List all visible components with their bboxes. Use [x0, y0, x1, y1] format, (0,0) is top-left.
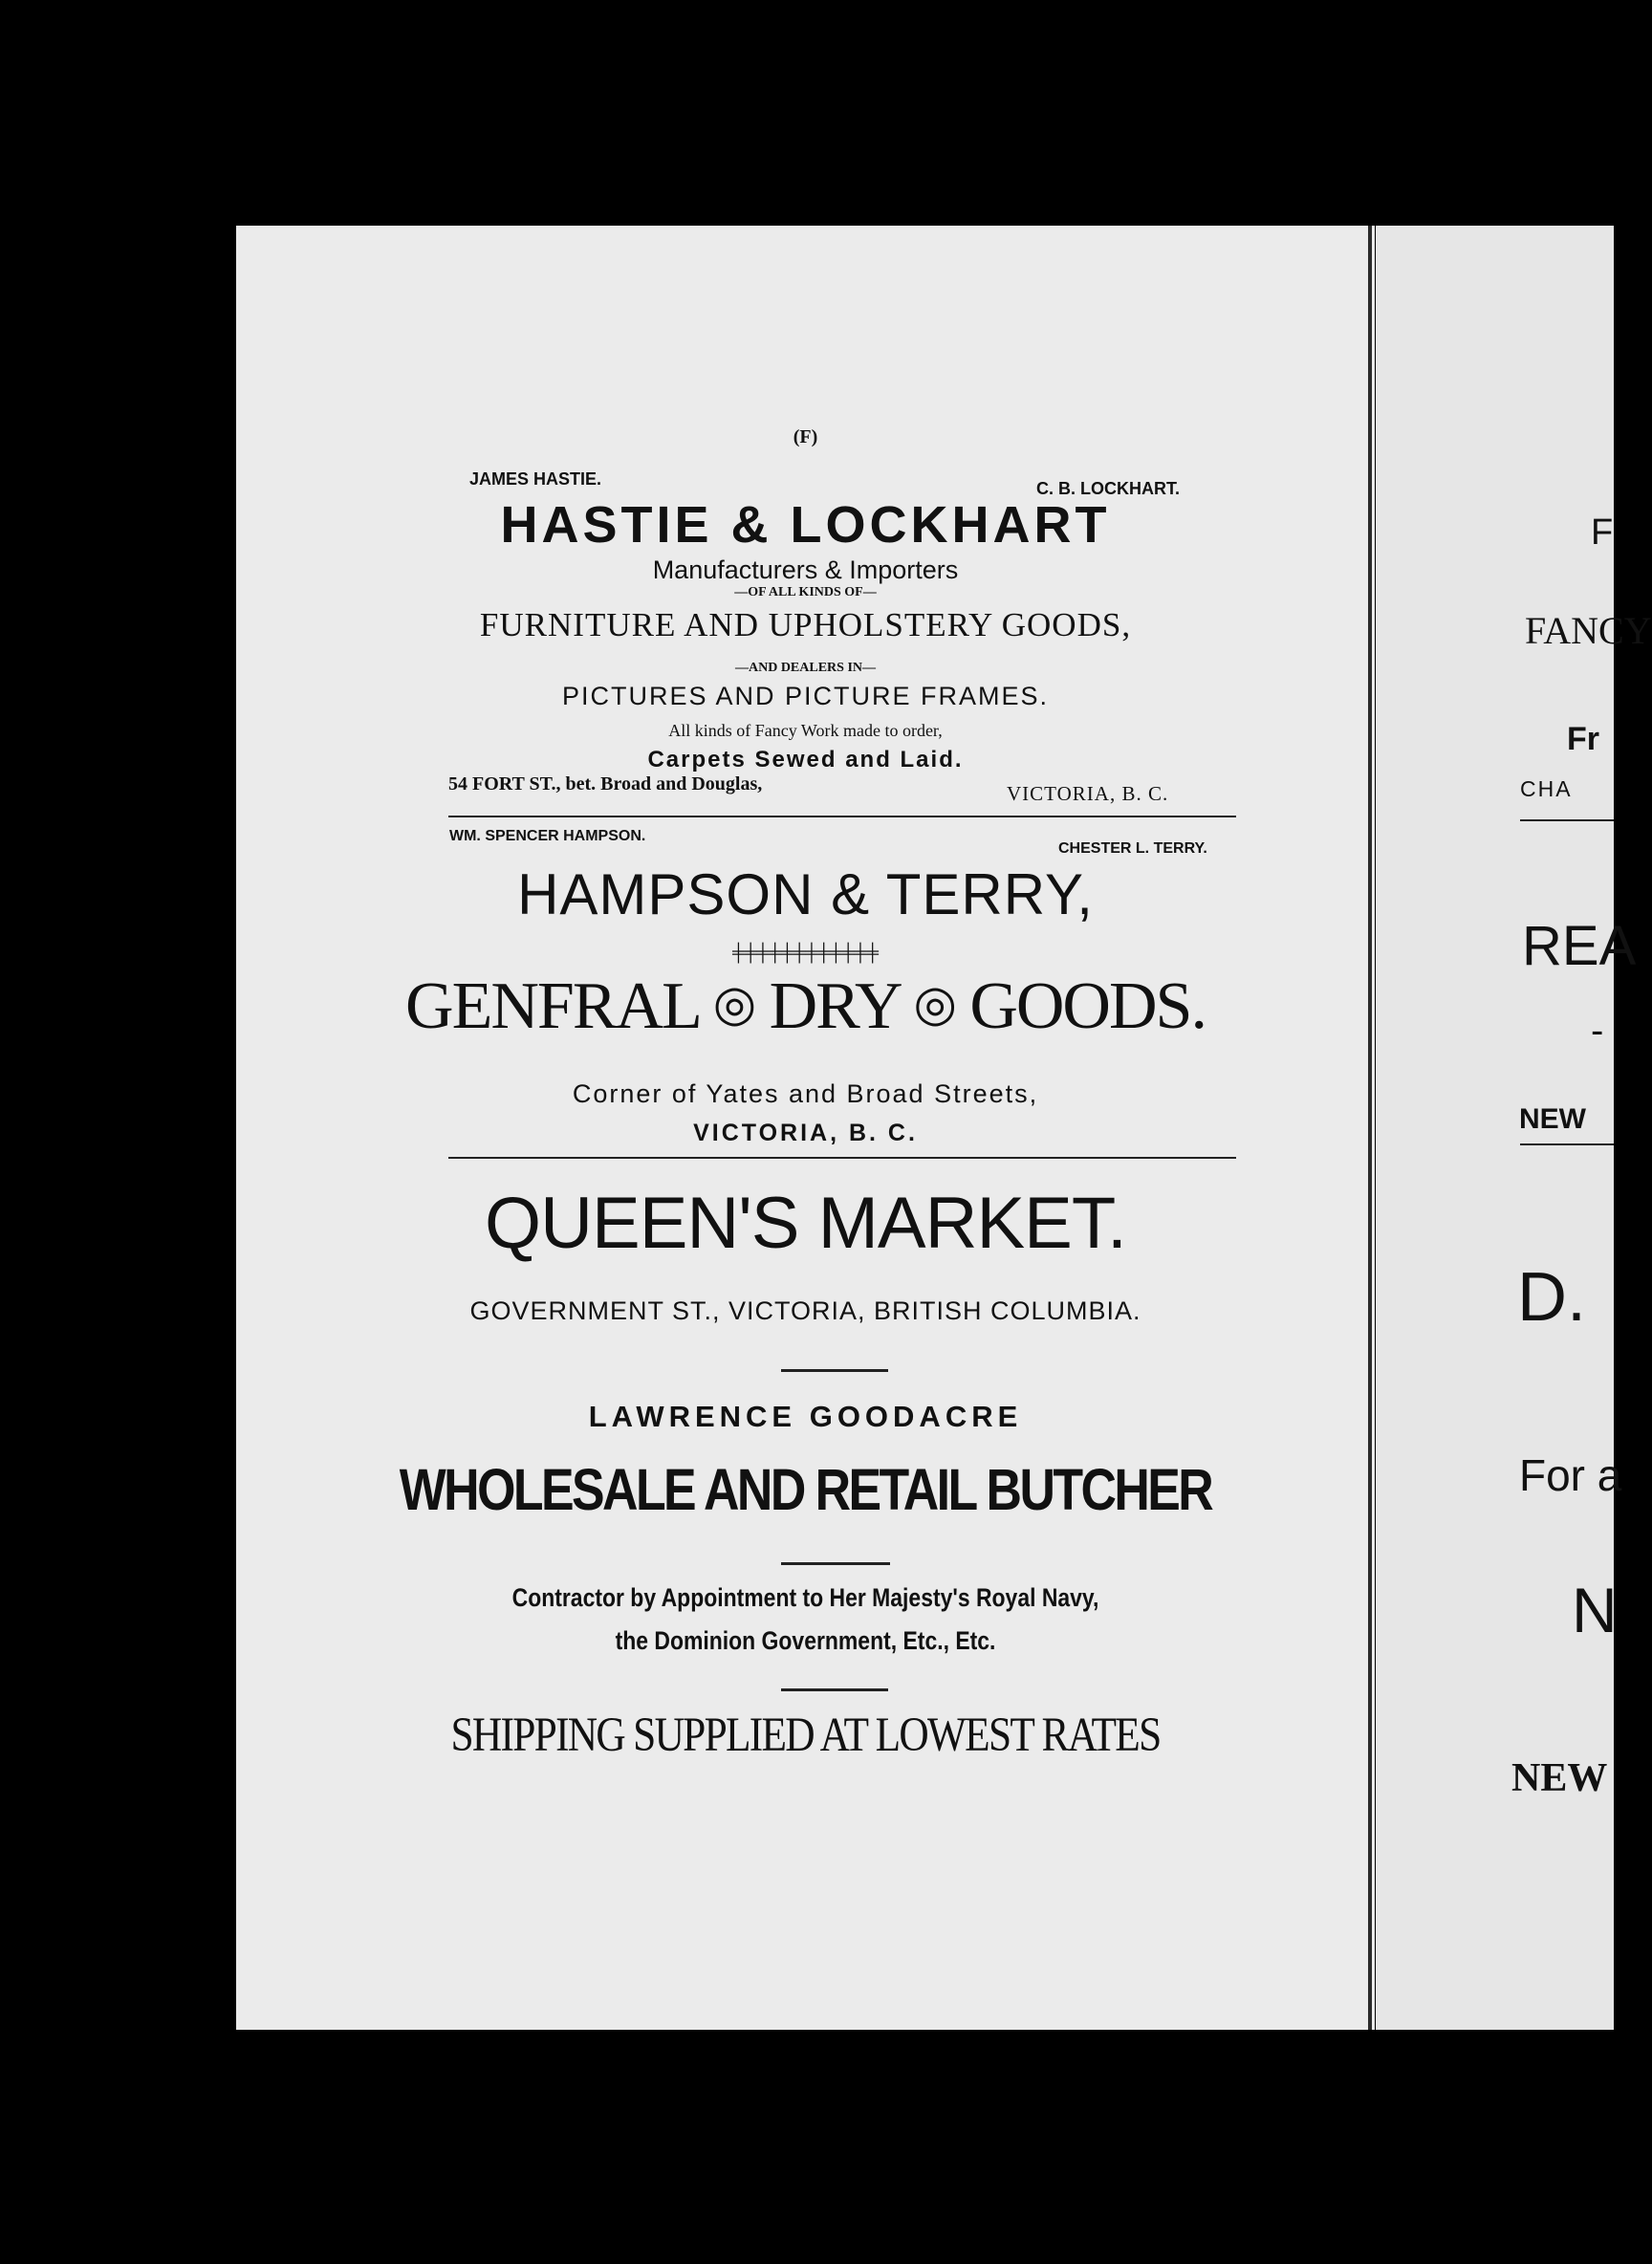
goods-word: GOODS. — [969, 969, 1206, 1043]
partner-name-terry: CHESTER L. TERRY. — [1058, 840, 1207, 857]
facing-text-dash: - — [1591, 1010, 1604, 1052]
butcher-headline: WHOLESALE AND RETAIL BUTCHER — [399, 1457, 1212, 1522]
short-rule — [781, 1562, 890, 1565]
target-ornament-icon: ◎ — [712, 977, 755, 1032]
facing-text-fr: Fr — [1567, 721, 1599, 757]
partner-name-hampson: WM. SPENCER HAMPSON. — [449, 828, 646, 844]
pictures-frames-line: PICTURES AND PICTURE FRAMES. — [561, 682, 1050, 710]
dry-goods-headline — [236, 969, 1375, 1045]
facing-rule — [1520, 819, 1614, 821]
fancy-work-line: All kinds of Fancy Work made to order, — [668, 721, 943, 740]
government-contract-line: the Dominion Government, Etc., Etc. — [615, 1626, 996, 1655]
facing-text-d: D. — [1517, 1259, 1586, 1336]
facing-text-new: NEW — [1519, 1103, 1586, 1135]
partner-name-left: JAMES HASTIE. — [469, 469, 602, 489]
target-ornament-icon: ◎ — [913, 977, 955, 1032]
ornament-rule: ╪╪╪╪╪╪╪╪╪╪╪╪ — [731, 943, 880, 962]
page-marker: (F) — [793, 426, 818, 447]
facing-text-rea: REA — [1522, 915, 1637, 977]
facing-page — [1376, 226, 1652, 2030]
carpets-line: Carpets Sewed and Laid. — [647, 747, 964, 773]
of-all-kinds-line: —OF ALL KINDS OF— — [734, 585, 877, 599]
divider-rule — [448, 816, 1236, 817]
general-word: GENFRAL — [405, 969, 699, 1043]
dealers-in-line: —AND DEALERS IN— — [734, 661, 877, 675]
furniture-goods-line: FURNITURE AND UPHOLSTERY GOODS, — [479, 606, 1132, 643]
city-victoria-hastie: VICTORIA, B. C. — [1007, 782, 1169, 805]
corner-streets-line: Corner of Yates and Broad Streets, — [572, 1079, 1039, 1108]
facing-text-cha: CHA — [1520, 776, 1573, 801]
queens-market-title: QUEEN'S MARKET. — [485, 1183, 1126, 1264]
city-victoria-hampson: VICTORIA, B. C. — [693, 1120, 918, 1146]
navy-contract-line: Contractor by Appointment to Her Majesty's Royal Navy, — [511, 1583, 1099, 1612]
page-fold — [1368, 226, 1372, 2030]
facing-text-n: N — [1572, 1575, 1618, 1645]
partner-name-right: C. B. LOCKHART. — [1036, 479, 1180, 498]
facing-text-new-bottom: NEW — [1511, 1756, 1608, 1800]
divider-rule — [448, 1157, 1236, 1159]
firm-name-hampson-terry: HAMPSON & TERRY, — [517, 862, 1094, 926]
left-page — [236, 226, 1375, 2030]
short-rule — [781, 1688, 888, 1691]
market-address: GOVERNMENT ST., VICTORIA, BRITISH COLUMBIA. — [469, 1296, 1141, 1325]
firm-name-hastie-lockhart: HASTIE & LOCKHART — [500, 496, 1111, 554]
tagline: Manufacturers & Importers — [652, 555, 959, 584]
facing-text-for: For a — [1519, 1450, 1622, 1500]
facing-rule — [1520, 1143, 1614, 1145]
facing-text-f: F — [1591, 512, 1614, 553]
street-address: 54 FORT ST., bet. Broad and Douglas, — [448, 773, 763, 795]
proprietor-name: LAWRENCE GOODACRE — [588, 1400, 1023, 1433]
facing-text-fancy: FANCY — [1525, 609, 1652, 652]
dry-word: DRY — [769, 969, 899, 1043]
short-rule — [781, 1369, 888, 1372]
shipping-rates-line: SHIPPING SUPPLIED AT LOWEST RATES — [450, 1709, 1161, 1762]
